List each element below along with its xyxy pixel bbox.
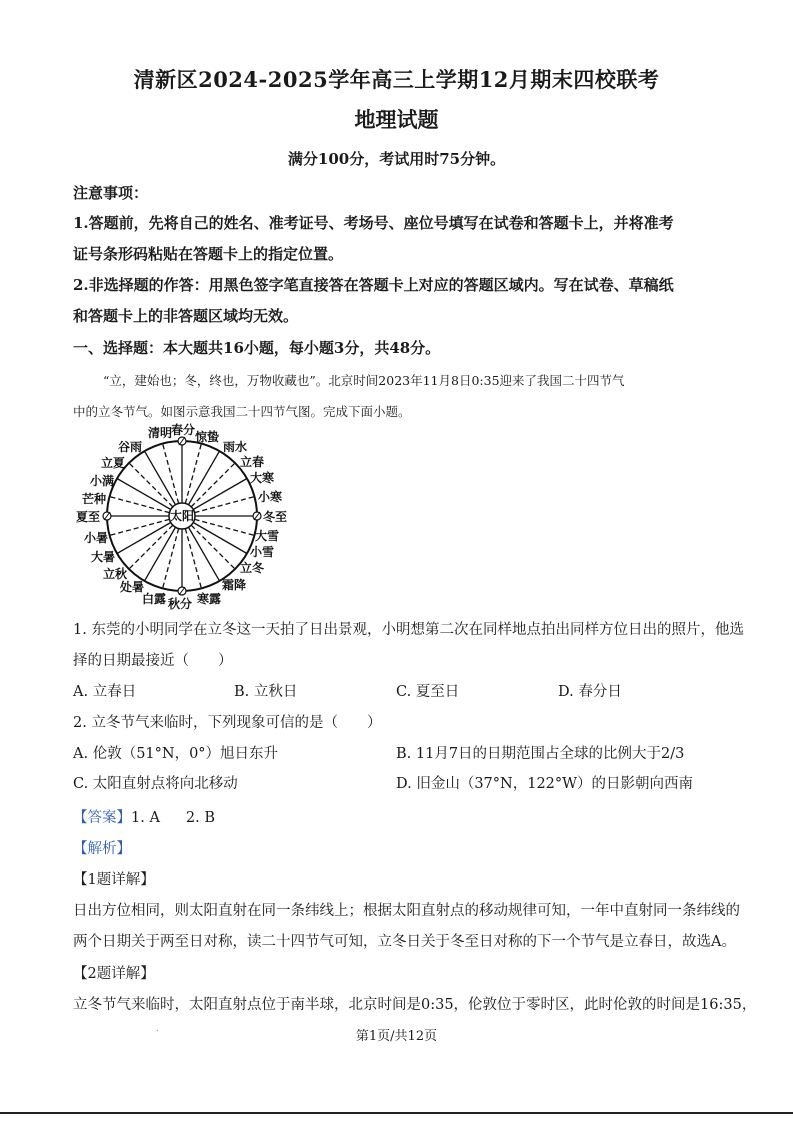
notice-item-1-line-1: 1.答题前，先将自己的姓名、准考证号、考场号、座位号填写在试卷和答题卡上，并将准考 xyxy=(73,214,674,232)
term-xiaoxue: 小雪 xyxy=(250,545,275,559)
intro-line-2: 中的立冬节气。如图示意我国二十四节气图。完成下面小题。 xyxy=(73,404,411,419)
term-yushui: 雨水 xyxy=(223,440,248,454)
term-mangzhong: 芒种 xyxy=(82,492,107,506)
q1-option-d: D. 春分日 xyxy=(558,684,622,700)
intro-line-1: “立，建始也；冬，终也，万物收藏也”。北京时间2023年11月8日0:35迎来了我国二十四节气 xyxy=(103,373,625,388)
q2-option-d: D. 旧金山（37°N，122°W）的日影朝向西南 xyxy=(396,776,694,792)
answer-label: 【答案】 xyxy=(73,810,131,826)
spoke-line xyxy=(129,463,173,507)
term-dahan: 大寒 xyxy=(250,471,275,485)
detail-1-line-2: 两个日期关于两至日对称，读二十四节气可知，立冬日关于冬至日对称的下一个节气是立春日，故选A。 xyxy=(73,934,736,950)
notice-item-2-line-1: 2.非选择题的作答：用黑色签字笔直接答在答题卡上对应的答题区域内。写在试卷、草稿纸 xyxy=(73,276,674,294)
term-xiaohan: 小寒 xyxy=(258,490,283,504)
term-lidong: 立冬 xyxy=(240,561,265,575)
exam-title: 清新区2024-2025学年高三上学期12月期末四校联考 xyxy=(133,67,660,92)
answer-row xyxy=(73,806,215,827)
term-qingming: 清明 xyxy=(148,426,173,440)
spoke-line xyxy=(110,519,170,535)
term-xiazhi: 夏至 xyxy=(76,510,101,524)
spoke-line xyxy=(191,463,235,507)
term-jingzhe: 惊蛰 xyxy=(195,430,220,444)
term-xiaoshu: 小暑 xyxy=(84,531,109,545)
q1-stem-line-2: 择的日期最接近（ ） xyxy=(73,653,233,669)
detail-2-line-1: 立冬节气来临时，太阳直射点位于南半球，北京时间是0:35，伦敦位于零时区，此时伦敦的时间是16:35， xyxy=(73,997,757,1013)
term-daxue: 大雪 xyxy=(255,529,280,543)
term-dashu: 大暑 xyxy=(91,550,116,564)
detail-1-line-1: 日出方位相同，则太阳直射在同一条纬线上；根据太阳直射点的移动规律可知，一年中直射同一条纬线的 xyxy=(73,903,740,919)
detail-1-label: 【1题详解】 xyxy=(73,872,155,888)
q1-stem-line-1: 1. 东莞的小明同学在立冬这一天拍了日出景观，小明想第二次在同样地点拍出同样方位日出的照片，他选 xyxy=(73,622,744,638)
q1-option-c: C. 夏至日 xyxy=(396,684,460,700)
detail-2-label: 【2题详解】 xyxy=(73,966,155,982)
term-guyu: 谷雨 xyxy=(118,440,143,454)
term-lixia: 立夏 xyxy=(101,456,126,470)
q2-option-b: B. 11月7日的日期范围占全球的比例大于2/3 xyxy=(396,746,685,762)
analysis-label: 【解析】 xyxy=(73,841,131,857)
spoke-line xyxy=(185,529,201,589)
term-hanlu: 寒露 xyxy=(197,592,222,606)
notice-item-2-line-2: 和答题卡上的非答题区域均无效。 xyxy=(73,307,299,325)
q1-option-a: A. 立春日 xyxy=(73,684,137,700)
spoke-line xyxy=(191,525,235,569)
score-info: 满分100分，考试用时75分钟。 xyxy=(287,150,506,168)
notice-item-1-line-2: 证号条形码粘贴在答题卡上的指定位置。 xyxy=(73,245,344,263)
spoke-line xyxy=(195,519,255,535)
sun-label: 太阳 xyxy=(169,509,195,523)
bottom-rule xyxy=(0,1112,793,1114)
spoke-line xyxy=(185,444,201,504)
spoke-line xyxy=(195,497,255,513)
spoke-line xyxy=(110,497,170,513)
term-chunfen: 春分 xyxy=(171,423,196,437)
spoke-line xyxy=(163,529,179,589)
term-shuangjiang: 霜降 xyxy=(222,578,247,592)
q2-option-a: A. 伦敦（51°N，0°）旭日东升 xyxy=(73,746,279,762)
q2-stem: 2. 立冬节气来临时，下列现象可信的是（ ） xyxy=(73,715,382,731)
subject-title: 地理试题 xyxy=(354,107,439,132)
q1-option-b: B. 立秋日 xyxy=(234,684,298,700)
term-qiufen: 秋分 xyxy=(168,597,193,611)
answer-2: 2. B xyxy=(185,810,216,826)
term-lichun: 立春 xyxy=(240,455,265,469)
solar-terms-diagram xyxy=(70,420,310,612)
stray-dot: . xyxy=(156,1024,159,1034)
term-liqiu: 立秋 xyxy=(103,567,128,581)
term-bailu: 白露 xyxy=(142,592,167,606)
notice-heading: 注意事项： xyxy=(73,184,149,202)
answer-1: 1. A xyxy=(131,810,160,826)
section-1-heading: 一、选择题：本大题共16小题，每小题3分，共48分。 xyxy=(73,339,441,357)
term-xiaoman: 小满 xyxy=(90,474,115,488)
spoke-line xyxy=(129,525,173,569)
term-dongzhi: 冬至 xyxy=(263,510,288,524)
term-chushu: 处暑 xyxy=(120,580,145,594)
page-number: 第1页/共12页 xyxy=(355,1029,438,1044)
q2-option-c: C. 太阳直射点将向北移动 xyxy=(73,776,238,792)
spoke-line xyxy=(163,444,179,504)
